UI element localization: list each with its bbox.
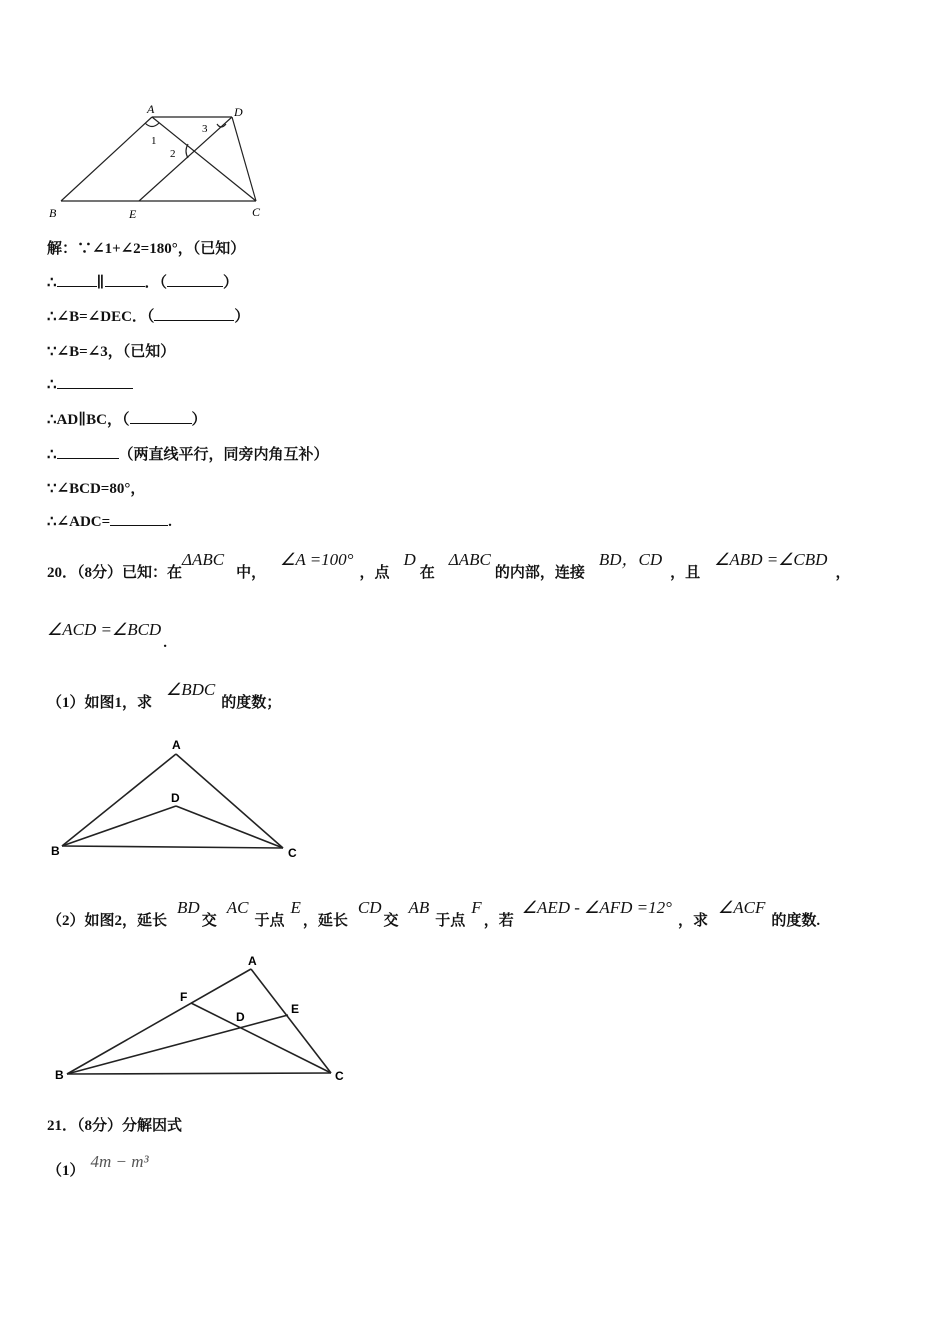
text: ，点 <box>359 565 390 581</box>
text: 的度数. <box>771 913 821 929</box>
label-c: C <box>252 205 261 219</box>
reason-text: （两直线平行，同旁内角互补） <box>118 447 329 463</box>
therefore-mark: ∴ <box>47 377 57 393</box>
q19-line-1: 解：∵∠1+∠2=180°，（已知） <box>47 241 246 257</box>
label-a: A <box>172 738 181 752</box>
parallel-mark: ∥ <box>96 275 105 291</box>
math-aed-afd: ∠AED - ∠AFD =12° <box>521 898 672 917</box>
segment-cf <box>191 1003 331 1073</box>
segment-ab <box>67 969 251 1074</box>
q20-intro-line <box>47 550 851 582</box>
q19-line-8: ∵∠BCD=80°， <box>47 481 146 497</box>
text: 于点 <box>254 913 285 929</box>
label-angle-3: 3 <box>202 123 208 135</box>
text: 的度数； <box>221 695 282 711</box>
label-angle-2: 2 <box>170 148 176 160</box>
math-angle-a: ∠A =100° <box>280 550 354 569</box>
blank-reason-3[interactable] <box>130 409 192 424</box>
statement-adc: ∴∠ADC= <box>47 514 111 530</box>
q19-line-5 <box>47 374 133 394</box>
blank-reason-1[interactable] <box>167 272 223 287</box>
math-ac: AC <box>226 898 249 917</box>
label-e: E <box>129 207 137 221</box>
math-cd: CD <box>357 898 382 917</box>
label-a: A <box>248 954 257 968</box>
q20-number: 20．（8分）已知：在 <box>47 565 183 581</box>
close-paren: ） <box>223 275 239 291</box>
label-b: B <box>49 206 57 220</box>
close-paren: ） <box>191 412 207 428</box>
label-angle-1: 1 <box>151 135 157 147</box>
therefore-mark: ∴ <box>47 447 57 463</box>
segment-bc <box>62 846 283 848</box>
blank-answer[interactable] <box>110 511 168 526</box>
text: 在 <box>419 565 435 581</box>
figure-trapezoid <box>45 100 285 225</box>
blank-statement-1[interactable] <box>57 374 133 389</box>
math-acd-bcd: ∠ACD =∠BCD <box>47 620 162 639</box>
math-point-d: D <box>403 550 416 569</box>
math-bd-cd: BD，CD <box>598 550 663 569</box>
segment-bd <box>62 806 176 846</box>
q21-title: 21．（8分）分解因式 <box>47 1118 183 1134</box>
label-e: E <box>291 1002 300 1016</box>
text: ， <box>835 565 851 581</box>
math-e: E <box>290 898 301 917</box>
figure-triangle-1 <box>45 735 315 865</box>
text: 于点 <box>435 913 466 929</box>
math-abd-cbd: ∠ABD =∠CBD <box>714 550 828 569</box>
q19-line-4: ∵∠B=∠3，（已知） <box>47 344 176 360</box>
label-d: D <box>171 791 180 805</box>
text: 交 <box>201 913 217 929</box>
q21-part-1 <box>47 1152 149 1180</box>
segment-be <box>67 1015 288 1074</box>
blank-line-2[interactable] <box>105 272 145 287</box>
text: 的内部，连接 <box>494 565 585 581</box>
q20-part-1 <box>47 680 282 712</box>
segment-dc <box>232 117 256 201</box>
segment-de <box>139 117 232 201</box>
math-f: F <box>471 898 482 917</box>
period: . <box>163 635 167 651</box>
statement-b-dec: ∴∠B=∠DEC．（ <box>47 309 155 325</box>
part-2-label: （2）如图2，延长 <box>47 913 168 929</box>
text: ，且 <box>670 565 701 581</box>
period-paren: ．（ <box>144 275 168 291</box>
q20-condition-line <box>47 620 167 651</box>
period: . <box>168 514 172 530</box>
part-1-label: （1）如图1，求 <box>47 695 153 711</box>
label-a: A <box>147 102 155 116</box>
math-angle-bdc: ∠BDC <box>166 680 216 699</box>
math-bd: BD <box>177 898 200 917</box>
text: 中， <box>236 565 267 581</box>
q19-line-2 <box>47 271 238 292</box>
math-ab: AB <box>408 898 430 917</box>
label-d: D <box>236 1010 245 1024</box>
q19-line-3 <box>47 305 249 326</box>
math-expression: 4m − m³ <box>90 1152 149 1171</box>
text: ，若 <box>483 913 514 929</box>
math-triangle-abc: ΔABC <box>182 550 225 569</box>
label-b: B <box>55 1068 64 1082</box>
segment-dc <box>176 806 283 848</box>
math-acf: ∠ACF <box>717 898 766 917</box>
math-triangle-abc-2: ΔABC <box>448 550 491 569</box>
angle-arc-3 <box>217 124 226 127</box>
blank-line-1[interactable] <box>57 272 97 287</box>
blank-reason-2[interactable] <box>154 306 234 321</box>
label-f: F <box>180 990 188 1004</box>
therefore-mark: ∴ <box>47 275 57 291</box>
q19-line-9 <box>47 511 172 531</box>
label-d: D <box>234 105 243 119</box>
text: ，延长 <box>302 913 348 929</box>
figure-triangle-2 <box>45 950 355 1085</box>
segment-ac <box>176 754 283 848</box>
q19-line-6 <box>47 408 207 429</box>
label-c: C <box>335 1069 344 1083</box>
text: ，求 <box>677 913 708 929</box>
text: 交 <box>383 913 399 929</box>
part-1-label: （1） <box>47 1163 85 1179</box>
q20-part-2 <box>47 898 821 930</box>
label-c: C <box>288 846 297 860</box>
segment-ab <box>61 117 152 201</box>
angle-arc-1 <box>145 123 159 127</box>
close-paren: ） <box>234 309 250 325</box>
statement-ad-bc: ∴AD∥BC，（ <box>47 412 130 428</box>
segment-ab <box>62 754 176 846</box>
blank-statement-2[interactable] <box>57 444 119 459</box>
q19-line-7 <box>47 443 329 464</box>
label-b: B <box>51 844 60 858</box>
segment-bc <box>67 1073 331 1074</box>
